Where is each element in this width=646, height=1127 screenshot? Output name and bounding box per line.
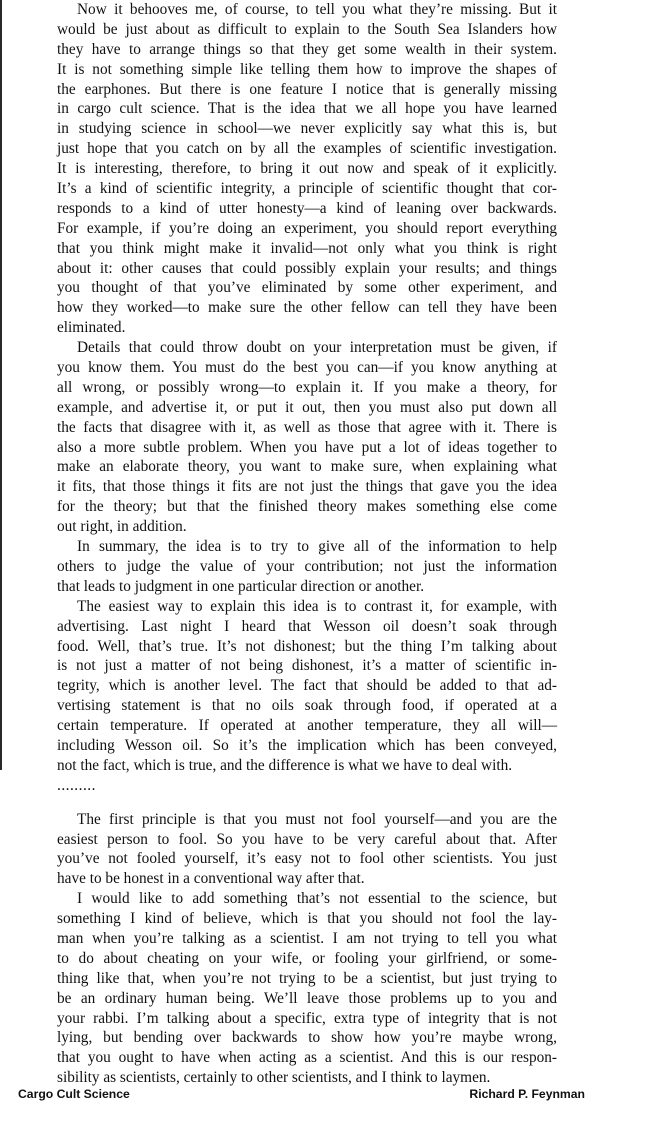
- text-line: not the fact, which is true, and the difference is what we have to deal with.: [57, 756, 513, 774]
- paragraph: [57, 810, 557, 890]
- text-line: tegrity, which is another level. The fact that should be added to that ad-: [57, 677, 557, 695]
- text-line: to do about cheating on your wife, or fooling your girlfriend, or some-: [57, 949, 557, 967]
- section-before-ellipsis: [57, 0, 557, 776]
- text-line: out right, in addition.: [57, 518, 187, 536]
- text-line: others to judge the value of your contribution; not just the information: [57, 557, 557, 575]
- text-line: they have to arrange things so that they get some wealth in their system.: [57, 40, 557, 58]
- paragraph: [57, 537, 557, 597]
- text-line: vertising statement is that no oils soak through food, if operated at a: [57, 697, 557, 715]
- text-line: certain temperature. If operated at another temperature, they all will—: [57, 717, 557, 735]
- text-line: It is interesting, therefore, to bring it out now and speak of it explicitly.: [57, 160, 557, 178]
- text-line: sibility as scientists, certainly to other scientists, and I think to laymen.: [57, 1069, 491, 1087]
- text-line: that you think might make it invalid—not only what you think is right: [57, 239, 557, 257]
- text-line: Details that could throw doubt on your interpretation must be given, if: [77, 339, 557, 357]
- footer-author: Richard P. Feynman: [469, 1087, 585, 1101]
- text-line: your rabbi. I’m talking about a specific, extra type of integrity that is not: [57, 1009, 557, 1027]
- text-line: how they worked—to make sure the other fellow can tell they have been: [57, 299, 557, 317]
- text-line: It’s a kind of scientific integrity, a principle of scientific thought that cor-: [57, 180, 557, 198]
- paragraph: [57, 597, 557, 776]
- text-line: eliminated.: [57, 319, 126, 337]
- text-line: thing like that, when you’re not trying to be a scientist, but just trying to: [57, 969, 557, 987]
- text-line: be an ordinary human being. We’ll leave those problems up to you and: [57, 989, 557, 1007]
- text-line: advertising. Last night I heard that Wesson oil doesn’t soak through: [57, 617, 557, 635]
- text-line: it fits, that those things it fits are not just the things that gave you the idea: [57, 478, 557, 496]
- text-line: the earphones. But there is one feature I notice that is generally missing: [57, 80, 557, 98]
- text-line: in studying science in school—we never explicitly say what this is, but: [57, 120, 557, 138]
- text-line: something I kind of believe, which is that you should not fool the lay-: [57, 910, 557, 928]
- text-line: the facts that disagree with it, as well as those that agree with it. There is: [57, 418, 557, 436]
- text-line: you know them. You must do the best you can—if you know anything at: [57, 359, 557, 377]
- text-line: lying, but bending over backwards to show how you’re maybe wrong,: [57, 1029, 557, 1047]
- paragraph: [57, 338, 557, 537]
- document-body: [57, 0, 557, 1088]
- text-line: is not just a matter of not being dishonest, it’s a matter of scientific in-: [57, 657, 557, 675]
- text-line: would be just about as difficult to explain to the South Sea Islanders how: [57, 20, 557, 38]
- text-line: just hope that you catch on by all the examples of scientific investigation.: [57, 140, 557, 158]
- text-line: I would like to add something that’s not essential to the science, but: [77, 890, 557, 908]
- paragraph: [57, 0, 557, 338]
- text-line: In summary, the idea is to try to give all of the information to help: [77, 538, 557, 556]
- text-line: responds to a kind of utter honesty—a kind of leaning over backwards.: [57, 199, 557, 217]
- text-line: you thought of that you’ve eliminated by some other experiment, and: [57, 279, 557, 297]
- section-gap: [57, 796, 557, 810]
- paragraph: [57, 889, 557, 1088]
- text-line: It is not something simple like telling them how to improve the shapes of: [57, 60, 557, 78]
- text-line: for the theory; but that the finished theory makes something else come: [57, 498, 557, 516]
- text-line: including Wesson oil. So it’s the implication which has been conveyed,: [57, 736, 557, 754]
- text-line: have to be honest in a conventional way after that.: [57, 870, 365, 888]
- text-line: Now it behooves me, of course, to tell you what they’re missing. But it: [77, 1, 557, 18]
- text-line: in cargo cult science. That is the idea that we all hope you have learned: [57, 100, 557, 118]
- text-line: food. Well, that’s true. It’s not dishonest; but the thing I’m talking about: [57, 637, 557, 655]
- text-line: all wrong, or possibly wrong—to explain it. If you make a theory, for: [57, 378, 557, 396]
- text-line: The first principle is that you must not fool yourself—and you are the: [77, 810, 557, 828]
- text-line: example, and advertise it, or put it out, then you must also put down all: [57, 398, 557, 416]
- text-line: easiest person to fool. So you have to be very careful about that. After: [57, 830, 557, 848]
- section-after-ellipsis: [57, 810, 557, 1088]
- text-line: For example, if you’re doing an experiment, you should report everything: [57, 219, 557, 237]
- text-line: you’ve not fooled yourself, it’s easy not to fool other scientists. You just: [57, 850, 557, 868]
- text-line: make an elaborate theory, you want to make sure, when explaining what: [57, 458, 557, 476]
- scan-edge: [0, 0, 2, 770]
- text-line: that you ought to have when acting as a scientist. And this is our respon-: [57, 1049, 557, 1067]
- text-line: about it: other causes that could possibly explain your results; and things: [57, 259, 557, 277]
- footer-title: Cargo Cult Science: [18, 1087, 130, 1101]
- text-line: man when you’re talking as a scientist. I am not trying to tell you what: [57, 929, 557, 947]
- text-line: also a more subtle problem. When you have put a lot of ideas together to: [57, 438, 557, 456]
- text-line: that leads to judgment in one particular direction or another.: [57, 577, 425, 595]
- text-line: The easiest way to explain this idea is to contrast it, for example, with: [77, 597, 557, 615]
- ellipsis-separator: .........: [57, 776, 96, 794]
